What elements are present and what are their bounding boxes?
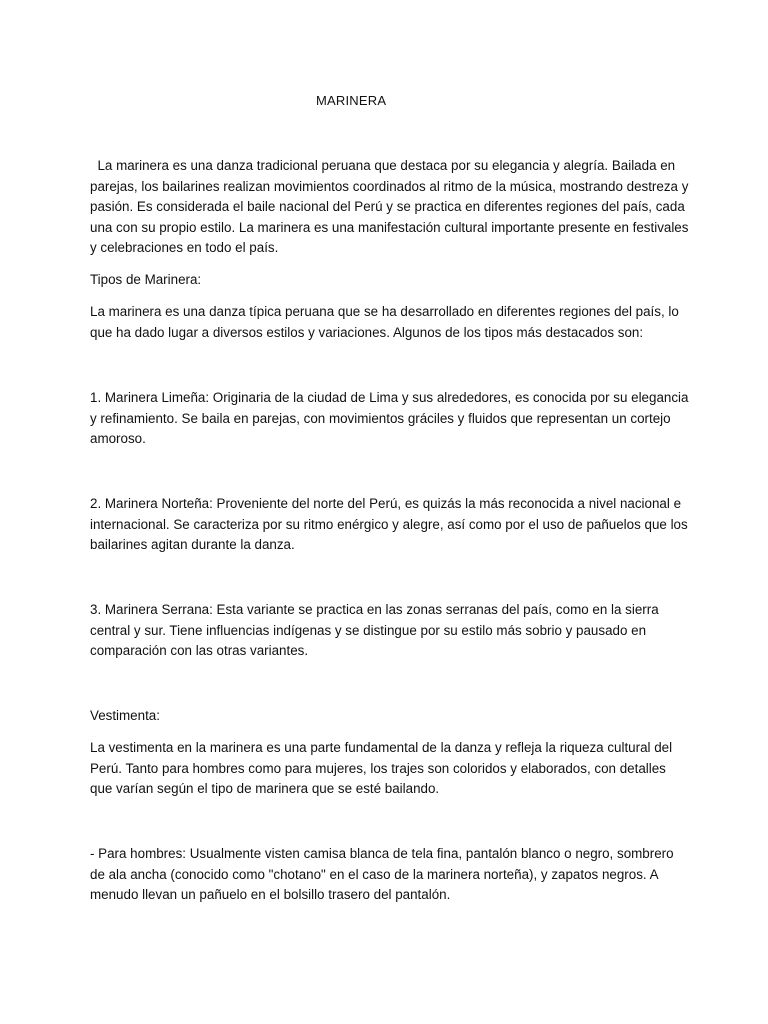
- type-item-nortena: 2. Marinera Norteña: Proveniente del norte del Perú, es quizás la más reconocida a nivel nacional e internacional. Se caracteriza por su ritmo enérgico y alegre, así como por el uso de pañuelos que los bailarines agitan durante la danza.: [90, 496, 688, 553]
- clothing-heading: Vestimenta:: [90, 708, 160, 723]
- intro-paragraph: La marinera es una danza tradicional peruana que destaca por su elegancia y alegría. Bailada en parejas, los bailarines realizan movimientos coordinados al ritmo de la música, mostrando destreza y pasión. Es considerada el baile nacional del Perú y se practica en diferentes regiones del país, cada una con su propio estilo. La marinera es una manifestación cultural importante presente en festivales y celebraciones en todo el país.: [90, 158, 693, 256]
- type-item-limena: 1. Marinera Limeña: Originaria de la ciudad de Lima y sus alrededores, es conocida por su elegancia y refinamiento. Se baila en parejas, con movimientos gráciles y fluidos que representan un cortejo amoroso.: [90, 390, 689, 447]
- types-heading: Tipos de Marinera:: [90, 272, 202, 287]
- type-item-serrana: 3. Marinera Serrana: Esta variante se practica en las zonas serranas del país, como en la sierra central y sur. Tiene influencias indígenas y se distingue por su estilo más sobrio y pausado en comparación con las otras variantes.: [90, 602, 659, 659]
- clothing-men-paragraph: - Para hombres: Usualmente visten camisa blanca de tela fina, pantalón blanco o negro, sombrero de ala ancha (conocido como "chotano" en el caso de la marinera norteña), y zapatos negros. A menudo llevan un pañuelo en el bolsillo trasero del pantalón.: [90, 846, 674, 903]
- clothing-intro-paragraph: La vestimenta en la marinera es una parte fundamental de la danza y refleja la riqueza cultural del Perú. Tanto para hombres como para mujeres, los trajes son coloridos y elaborados, con detalles que varían según el tipo de marinera que se esté bailando.: [90, 740, 673, 797]
- document-title: MARINERA: [316, 93, 387, 108]
- types-intro-paragraph: La marinera es una danza típica peruana que se ha desarrollado en diferentes regiones del país, lo que ha dado lugar a diversos estilos y variaciones. Algunos de los tipos más destacados son:: [90, 304, 679, 340]
